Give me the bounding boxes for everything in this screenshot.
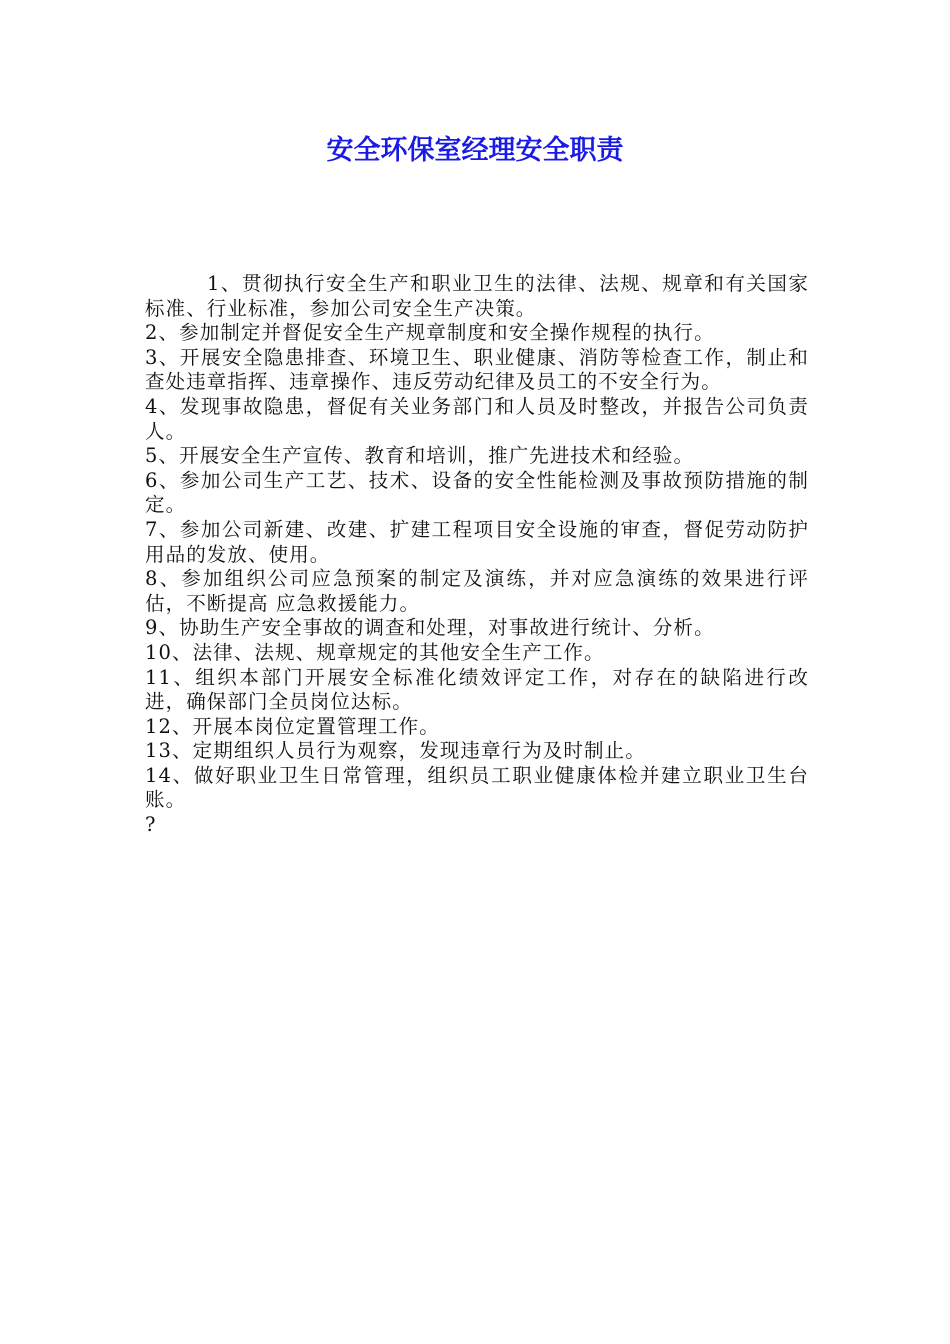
list-item: 12、开展本岗位定置管理工作。 — [145, 714, 440, 738]
list-item: 3、开展安全隐患排查、环境卫生、职业健康、消防等检查工作，制止和查处违章指挥、违章操作、违反劳动纪律及员工的不安全行为。 — [145, 345, 809, 394]
list-item: 2、参加制定并督促安全生产规章制度和安全操作规程的执行。 — [145, 321, 715, 345]
responsibility-list — [145, 272, 809, 838]
list-item: 7、参加公司新建、改建、扩建工程项目安全设施的审查，督促劳动防护用品的发放、使用。 — [145, 517, 809, 566]
list-item: 13、定期组织人员行为观察，发现违章行为及时制止。 — [145, 739, 646, 763]
trailing-mark: ? — [145, 813, 157, 837]
list-item: 5、开展安全生产宣传、教育和培训，推广先进技术和经验。 — [145, 444, 695, 468]
list-item: 14、做好职业卫生日常管理，组织员工职业健康体检并建立职业卫生台账。 — [145, 763, 809, 812]
list-item: 10、法律、法规、规章规定的其他安全生产工作。 — [145, 640, 605, 664]
list-item: 1、贯彻执行安全生产和职业卫生的法律、法规、规章和有关国家标准、行业标准，参加公司安全生产决策。 — [145, 272, 809, 320]
list-item: 6、参加公司生产工艺、技术、设备的安全性能检测及事故预防措施的制定。 — [145, 468, 809, 517]
list-item: 9、协助生产安全事故的调查和处理，对事故进行统计、分析。 — [145, 616, 715, 640]
list-item: 4、发现事故隐患，督促有关业务部门和人员及时整改，并报告公司负责人。 — [145, 394, 809, 443]
list-item: 8、参加组织公司应急预案的制定及演练，并对应急演练的效果进行评估，不断提高 应急救援能力。 — [145, 567, 809, 615]
document-title: 安全环保室经理安全职责 — [326, 135, 624, 166]
list-item: 11、组织本部门开展安全标准化绩效评定工作，对存在的缺陷进行改进，确保部门全员岗位达标。 — [145, 665, 809, 714]
